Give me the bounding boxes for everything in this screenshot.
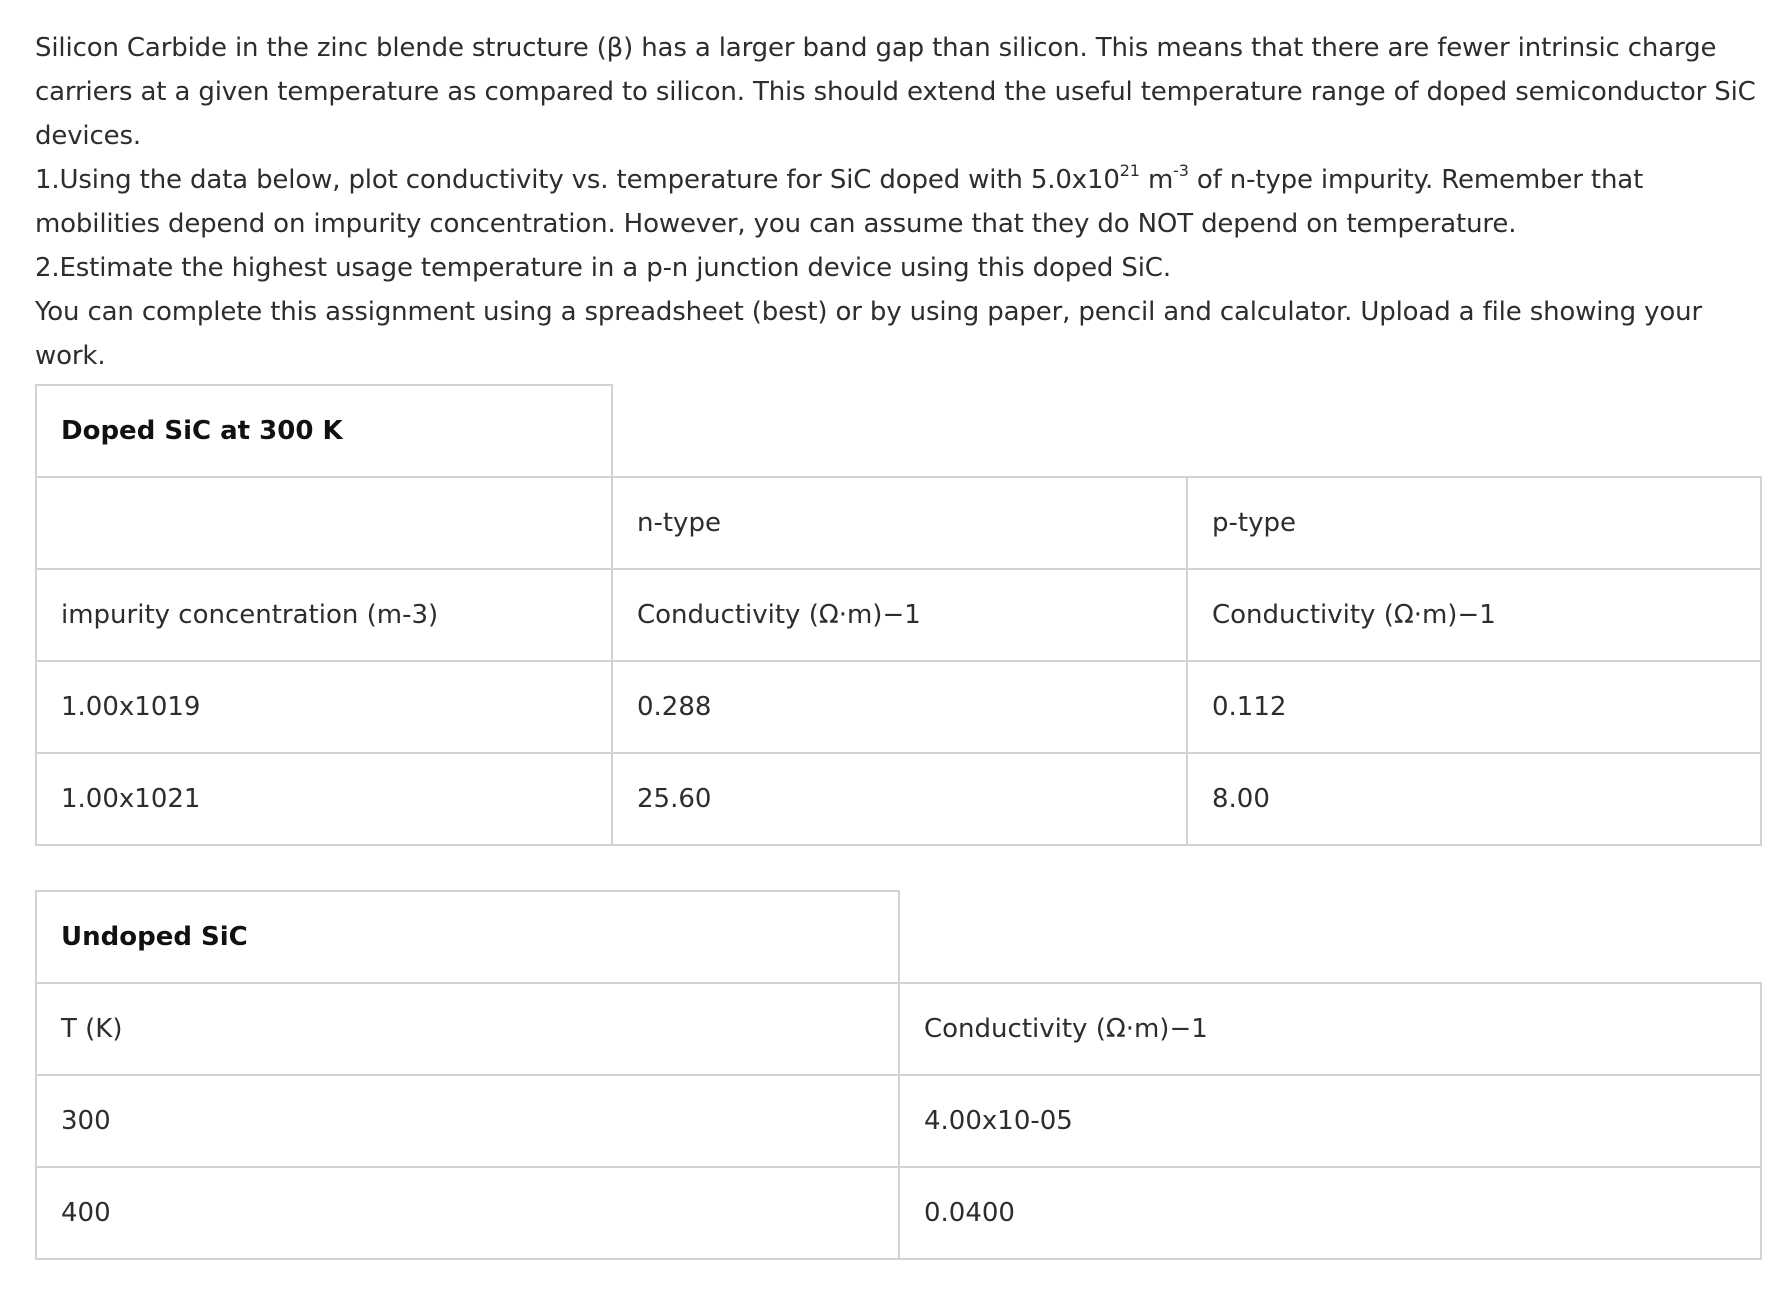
- step-1-text-end: of n-type impurity. Remember that mobilities depend on impurity concentration. However, you can assume that they do NOT depend on temperature.: [35, 165, 1644, 239]
- table-row: [36, 753, 1761, 845]
- step-1-text-start: 1.Using the data below, plot conductivity vs. temperature for SiC doped with 5.0x10: [35, 165, 1120, 195]
- table-row: [36, 385, 1761, 477]
- empty-cell: [612, 385, 1761, 477]
- table-row: [36, 661, 1761, 753]
- impurity-concentration-label: impurity concentration (m-3): [36, 569, 612, 661]
- table-cell: 0.0400: [899, 1167, 1761, 1259]
- table-row: [36, 477, 1761, 569]
- table-cell: 4.00x10-05: [899, 1075, 1761, 1167]
- column-header-n-type: n-type: [612, 477, 1187, 569]
- table-cell: 300: [36, 1075, 899, 1167]
- assignment-prompt: [35, 26, 1760, 378]
- doped-table-title: Doped SiC at 300 K: [36, 385, 612, 477]
- step-1-paragraph: [35, 158, 1760, 246]
- table-cell: 1.00x1021: [36, 753, 612, 845]
- undoped-table-title: Undoped SiC: [36, 891, 899, 983]
- table-cell: 1.00x1019: [36, 661, 612, 753]
- step-1-unit: m: [1139, 165, 1174, 195]
- table-cell: 25.60: [612, 753, 1187, 845]
- table-cell: 0.288: [612, 661, 1187, 753]
- doped-sic-table: [35, 384, 1762, 846]
- empty-cell: [36, 477, 612, 569]
- conductivity-label-p: Conductivity (Ω·m)−1: [1187, 569, 1761, 661]
- table-row: [36, 1075, 1761, 1167]
- column-header-conductivity: Conductivity (Ω·m)−1: [899, 983, 1761, 1075]
- table-cell: 0.112: [1187, 661, 1761, 753]
- table-row: [36, 983, 1761, 1075]
- column-header-p-type: p-type: [1187, 477, 1761, 569]
- submission-note: You can complete this assignment using a spreadsheet (best) or by using paper, pencil and calculator. Upload a file showing your work.: [35, 297, 1703, 371]
- intro-paragraph: Silicon Carbide in the zinc blende structure (β) has a larger band gap than silicon. This means that there are fewer intrinsic charge carriers at a given temperature as compared to silicon. This should extend the useful temperature range of doped semiconductor SiC devices.: [35, 33, 1756, 151]
- empty-cell: [899, 891, 1761, 983]
- table-row: [36, 1167, 1761, 1259]
- table-cell: 400: [36, 1167, 899, 1259]
- conductivity-label-n: Conductivity (Ω·m)−1: [612, 569, 1187, 661]
- step-1-unit-exponent: -3: [1173, 161, 1189, 181]
- step-2-paragraph: 2.Estimate the highest usage temperature in a p-n junction device using this doped SiC.: [35, 253, 1171, 283]
- undoped-sic-table: [35, 890, 1762, 1260]
- column-header-temperature: T (K): [36, 983, 899, 1075]
- table-cell: 8.00: [1187, 753, 1761, 845]
- table-row: [36, 891, 1761, 983]
- table-row: [36, 569, 1761, 661]
- step-1-exponent: 21: [1119, 161, 1140, 181]
- assignment-content: [35, 26, 1760, 1260]
